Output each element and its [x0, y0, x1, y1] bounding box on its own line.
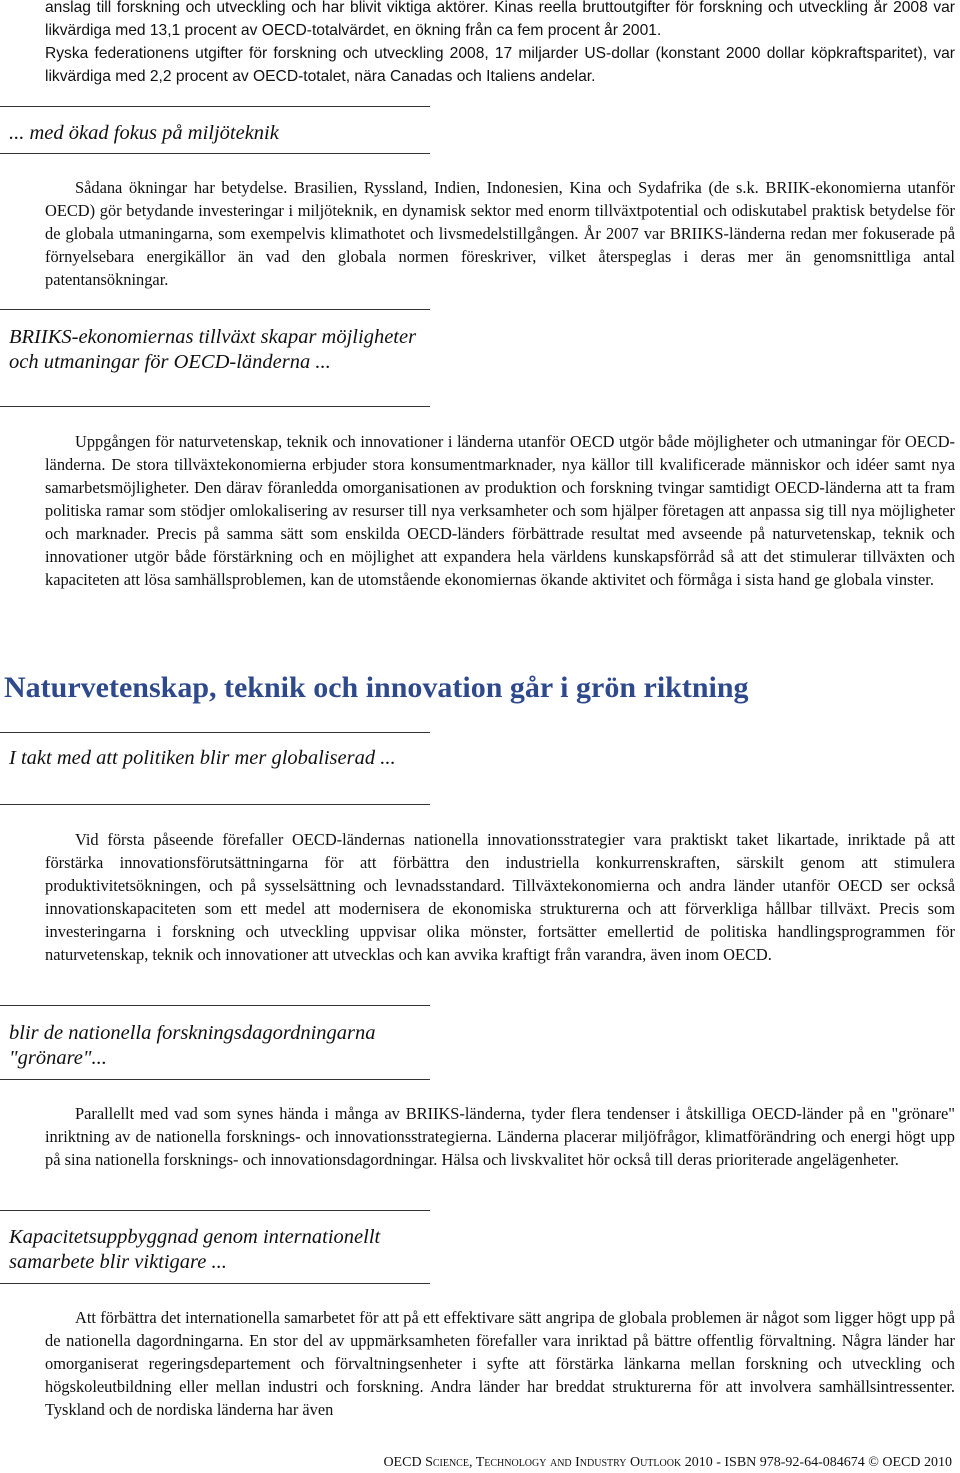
section-rule-bottom [0, 804, 430, 805]
section-rule-top [0, 1210, 430, 1211]
section-heading: ... med ökad fokus på miljöteknik [9, 122, 279, 144]
section-rule-bottom [0, 1079, 430, 1080]
section-rule-bottom [0, 153, 430, 154]
footer-publisher: OECD [383, 1455, 422, 1470]
section-rule-top [0, 309, 430, 310]
intro-paragraph-2: Ryska federationens utgifter för forskning och utveckling 2008, 17 miljarder US-dollar (konstant 2000 dollar köpkraftsparitet), var likvärdiga med 2,2 procent av OECD-totalet, nära Canadas och Italiens andelar. [45, 45, 955, 85]
footer-title: Science, Technology and Industry Outlook [425, 1455, 682, 1470]
page-footer [383, 1454, 952, 1472]
section-body: Uppgången för naturvetenskap, teknik och innovationer i länderna utanför OECD utgör både möjligheter och utmaningar för OECD-länderna. De stora tillväxtekonomierna erbjuder stora konsumentmarknader, nya källor till kvalificerade människor och idéer samt nya samarbetsmöjligheter. Den därav föranledda omorganisationen av produktion och forskning tvingar samtidigt OECD-länderna att ta fram politiska ramar som stödjer omlokalisering av resurser till nya verksamheter och som hjälper företagen att anpassa sig till nya möjligheter och marknader. Precis på samma sätt som enskilda OECD-länders förbättrade resultat med avseende på naturvetenskap, teknik och innovationer utgör både förstärkning och en möjlighet att expandera hela världens kunskapsförråd så att det stimulerar tillväxten och kapaciteten att lösa samhällsproblemen, kan de utomstående ekonomiernas ökande aktivitet och förmåga i sista hand ge globala vinster. [45, 432, 955, 589]
section-body: Parallellt med vad som synes hända i många av BRIIKS-länderna, tyder flera tendenser i åtskilliga OECD-länder på en "grönare" inriktning av de nationella forsknings- och innovationsstrategierna. Länderna placerar miljöfrågor, klimatförändring och energi högt upp på sina nationella forsknings- och innovationsdagordningar. Hälsa och livskvalitet hör också till deras prioriterade angelägenheter. [45, 1104, 955, 1169]
section-heading: BRIIKS-ekonomiernas tillväxt skapar möjligheter och utmaningar för OECD-länderna ... [9, 326, 417, 373]
footer-isbn: 2010 - ISBN 978-92-64-084674 [684, 1455, 865, 1470]
section-rule-top [0, 732, 430, 733]
section-rule-top [0, 106, 430, 107]
section-heading: Kapacitetsuppbyggnad genom internationellt samarbete blir viktigare ... [9, 1226, 381, 1273]
section-body: Vid första påseende förefaller OECD-ländernas nationella innovationsstrategier vara praktiskt taket likartade, inriktade på att förstärka innovationsförutsättningarna för att förbättra den industriella konkurrenskraften, särskilt genom att stimulera produktivitetsökningen, och på sysselsättning och levnadsstandard. Tillväxtekonomierna och andra länder utanför OECD ser också innovationskapaciteten som ett medel att modernisera de ekonomiska strukturerna och att förverkliga hållbar tillväxt. Precis som investeringarna i forskning och utveckling uppvisar olika mönster, fortsätter emellertid de politiska handlingsprogrammen för naturvetenskap, teknik och innovationer att utvecklas och kan avvika kraftigt från varandra, även inom OECD. [45, 830, 955, 964]
section-heading: blir de nationella forskningsdagordningarna "grönare"... [9, 1022, 376, 1069]
section-heading: I takt med att politiken blir mer globaliserad ... [9, 747, 396, 769]
intro-paragraph-1: anslag till forskning och utveckling och har blivit viktiga aktörer. Kinas reella bruttoutgifter för forskning och utveckling år 2008 var likvärdiga med 13,1 procent av OECD-totalvärdet, en ökning från ca fem procent år 2001. [45, 0, 955, 39]
footer-copyright: © OECD 2010 [868, 1455, 952, 1470]
main-heading: Naturvetenskap, teknik och innovation går i grön riktning [4, 671, 749, 704]
section-rule-bottom [0, 406, 430, 407]
section-rule-bottom [0, 1283, 430, 1284]
section-body: Att förbättra det internationella samarbetet för att på ett effektivare sätt angripa de globala problemen är något som ligger högt upp på de nationella dagordningarna. En stor del av uppmärksamheten förefaller vara inriktad på bättre offentlig förvaltning. Några länder har omorganiserat regeringsdepartement och förvaltningsenheter i syfte att förstärka länkarna mellan forskning och utveckling och högskoleutbildning eller mellan industri och forskning. Andra länder har breddat strukturerna för att involvera samhällsintressenter. Tyskland och de nordiska länderna har även [45, 1308, 955, 1419]
section-body: Sådana ökningar har betydelse. Brasilien, Ryssland, Indien, Indonesien, Kina och Sydafrika (de s.k. BRIIK-ekonomierna utanför OECD) gör betydande investeringar i miljöteknik, en dynamisk sektor med enorm tillväxtpotential och odiskutabel praktisk betydelse för de globala utmaningarna, som exempelvis klimathotet och livsmedelstillgången. År 2007 var BRIIKS-länderna redan mer fokuserade på förnyelsebara energikällor än vad den globala normen föreskriver, vilket återspeglas i deras mer än genomsnittliga antal patentansökningar. [45, 178, 955, 289]
section-rule-top [0, 1005, 430, 1006]
